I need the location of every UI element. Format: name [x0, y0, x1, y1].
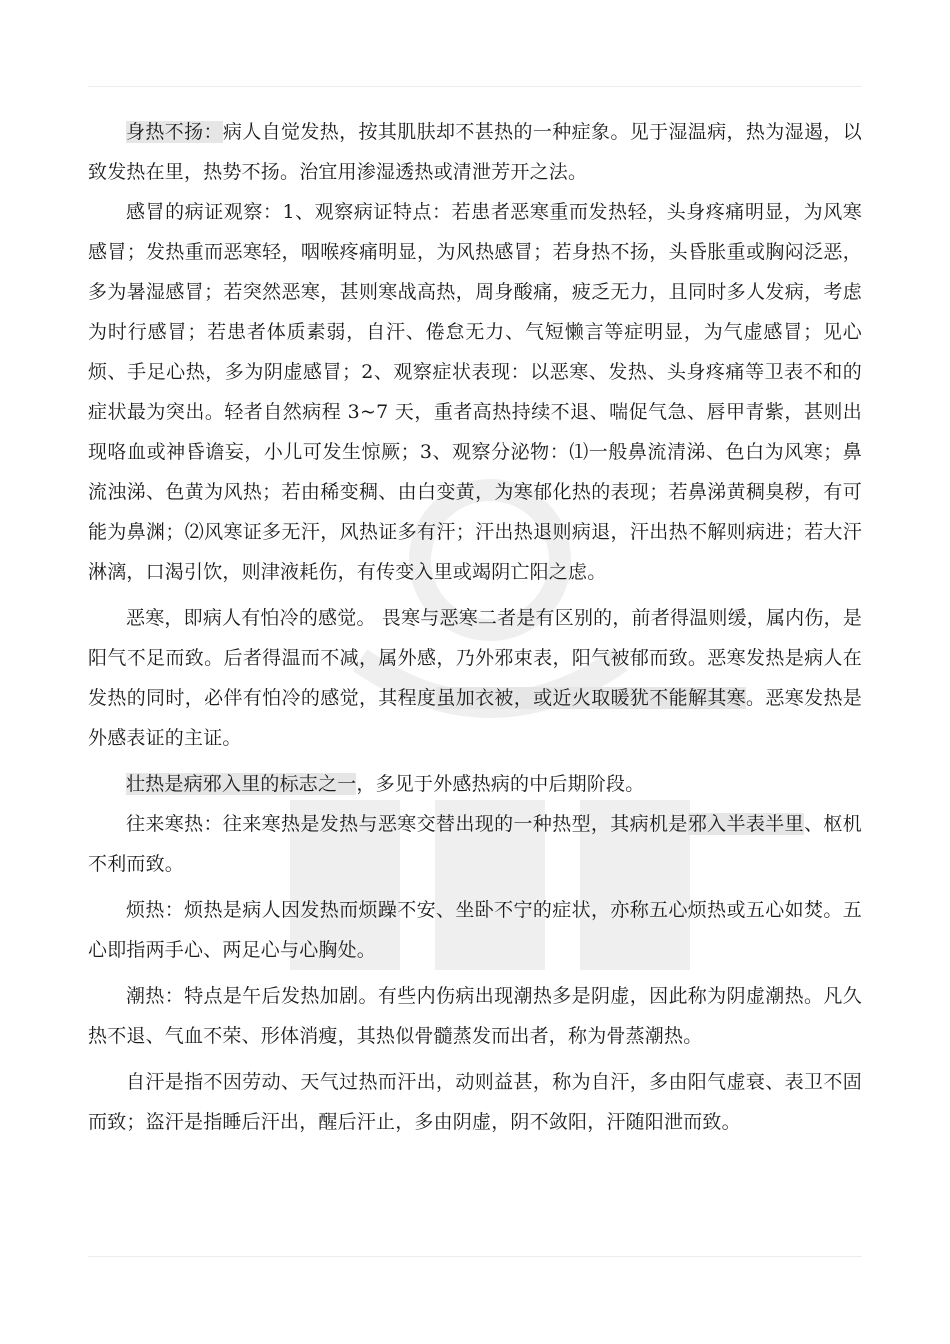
paragraph-text: 。恶寒发热是外感表证的主证。	[88, 687, 862, 749]
paragraph-text: 烦热：烦热是病人因发热而烦躁不安、坐卧不宁的症状，亦称五心烦热或五心如焚。五心即指两手心、两足心与心胸处。	[88, 899, 862, 961]
paragraph-text: 感冒的病证观察：1、观察病证特点：若患者恶寒重而发热轻，头身疼痛明显，为风寒感冒；发热重而恶寒轻，咽喉疼痛明显，为风热感冒；若身热不扬，头昏胀重或胸闷泛恶，多为暑湿感冒；若突然恶寒，甚则寒战高热，周身酸痛，疲乏无力，且同时多人发病，考虑为时行感冒；若患者体质素弱，自汗、倦怠无力、气短懒言等症明显，为气虚感冒；见心烦、手足心热，多为阴虚感冒；2、观察症状表现：以恶寒、发热、头身疼痛等卫表不和的症状最为突出。轻者自然病程 3~7 天，重者高热持续不退、喘促气急、唇甲青紫，甚则出现咯血或神昏谵妄，小儿可发生惊厥；3、观察分泌物：⑴一般鼻流清涕、色白为风寒；鼻流浊涕、色黄为风热；若由稀变稠、由白变黄，为寒郁化热的表现；若鼻涕黄稠臭秽，有可能为鼻渊；⑵风寒证多无汗，风热证多有汗；汗出热退则病退，汗出热不解则病进；若大汗淋漓，口渴引饮，则津液耗伤，有传变入里或竭阴亡阳之虑。	[88, 201, 862, 583]
paragraph-fanre	[88, 890, 862, 970]
paragraph-text: 潮热：特点是午后发热加剧。有些内伤病出现潮热多是阴虚，因此称为阴虚潮热。凡久热不退、气血不荣、形体消瘦，其热似骨髓蒸发而出者，称为骨蒸潮热。	[88, 985, 862, 1047]
paragraph-text: 、枢机不利而致。	[88, 813, 862, 875]
paragraph-zhuangre	[88, 764, 862, 804]
footer-rule	[88, 1256, 862, 1257]
paragraph-shenre-buyang	[88, 112, 862, 192]
text-highlight: 壮热是病邪入里的标志之一	[126, 773, 357, 795]
paragraph-text: 恶寒，即病人有怕冷的感觉。 畏寒与恶寒二者是有区别的，前者得温则缓，属内伤，是阳气不足而致。后者得温而不减，属外感，乃外邪束表，阳气被郁而致。恶寒发热是病人在发热的同时，必伴有怕冷的感觉，其程度	[88, 607, 862, 709]
paragraph-wanglai	[88, 804, 862, 884]
paragraph-text: 病人自觉发热，按其肌肤却不甚热的一种症象。见于湿温病，热为湿遏，以致发热在里，热势不扬。治宜用渗湿透热或清泄芳开之法。	[88, 121, 862, 183]
paragraph-ganmao	[88, 192, 862, 592]
paragraph-wuhan	[88, 598, 862, 758]
paragraph-chaore	[88, 976, 862, 1056]
text-highlight: 邪入半表半里	[687, 813, 805, 835]
paragraph-text: 往来寒热：往来寒热是发热与恶寒交替出现的一种热型，其病机是	[126, 813, 688, 835]
header-rule	[88, 86, 862, 87]
paragraph-text: ，多见于外感热病的中后期阶段。	[356, 773, 645, 795]
paragraph-zihan	[88, 1062, 862, 1142]
term-highlight: 身热不扬：	[126, 121, 223, 143]
document-body	[88, 112, 862, 1142]
text-highlight: 虽加衣被，或近火取暖犹不能解其寒	[436, 687, 747, 709]
paragraph-text: 自汗是指不因劳动、天气过热而汗出，动则益甚，称为自汗，多由阳气虚衰、表卫不固而致；盗汗是指睡后汗出，醒后汗止，多由阴虚，阴不敛阳，汗随阳泄而致。	[88, 1071, 862, 1133]
